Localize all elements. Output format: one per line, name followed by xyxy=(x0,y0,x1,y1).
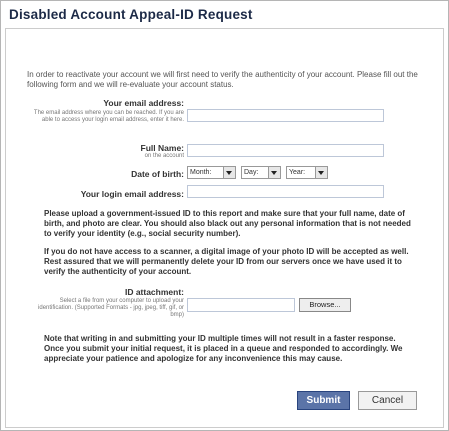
chevron-down-icon xyxy=(315,167,327,178)
email-label: Your email address: xyxy=(103,98,184,108)
chevron-down-icon xyxy=(223,167,235,178)
browse-button[interactable]: Browse... xyxy=(299,298,351,312)
id-attachment-hint: Select a file from your computer to upload your identification. (Supported Formats - jpg, jpeg, tiff, gif, or bmp) xyxy=(38,298,184,318)
birth-year-select[interactable] xyxy=(286,166,328,179)
birth-month-select[interactable] xyxy=(187,166,236,179)
birth-year-value: Year: xyxy=(289,169,306,176)
email-hint: The email address where you can be reached. If you are able to access your login email address, enter it here. xyxy=(33,110,184,123)
birth-day-value: Day: xyxy=(244,169,259,176)
submission-note: Note that writing in and submitting your ID multiple times will not result in a faster response. Once you submit your initial request, it is placed in a queue and responded to accordingly. We appreciate your patience and apologize for any inconvenience this may cause. xyxy=(44,334,403,363)
full-name-field[interactable] xyxy=(187,144,384,157)
full-name-hint: on the account xyxy=(144,153,184,159)
login-email-label: Your login email address: xyxy=(80,189,184,199)
submit-button[interactable]: Submit xyxy=(297,391,350,410)
birth-month-value: Month: xyxy=(190,169,212,176)
cancel-button[interactable]: Cancel xyxy=(358,391,417,410)
chevron-down-icon xyxy=(268,167,280,178)
email-field[interactable] xyxy=(187,109,384,122)
full-name-label: Full Name: xyxy=(140,143,184,153)
page-title: Disabled Account Appeal-ID Request xyxy=(9,7,253,22)
dob-label: Date of birth: xyxy=(131,169,184,179)
file-path-field[interactable] xyxy=(187,298,295,312)
upload-instructions: Please upload a government-issued ID to this report and make sure that your full name, date of birth, and photo are clear. You should also black out any personal information that is not needed to verify your identity (e.g., social security number). xyxy=(44,209,411,238)
login-email-field[interactable] xyxy=(187,185,384,198)
birth-day-select[interactable] xyxy=(241,166,281,179)
id-attachment-label: ID attachment: xyxy=(124,287,184,297)
scanner-instructions: If you do not have access to a scanner, a digital image of your photo ID will be accepted as well. Rest assured that we will permanently delete your ID from our servers once we have used it to verify the authenticity of your account. xyxy=(44,247,409,276)
intro-text: In order to reactivate your account we will first need to verify the authenticity of your account. Please fill out the following form and we will re-evaluate your account status. xyxy=(27,70,418,89)
